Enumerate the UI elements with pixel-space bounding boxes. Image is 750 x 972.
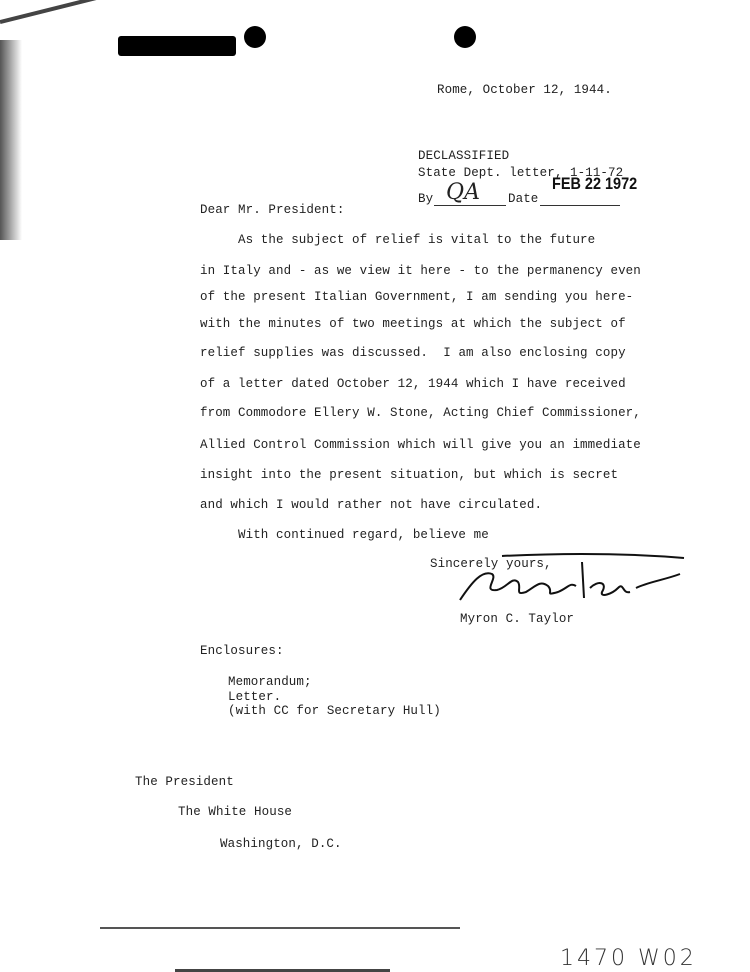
- handwritten-signature: [452, 552, 687, 612]
- enclosures-label: Enclosures:: [200, 644, 284, 658]
- enclosure-item: (with CC for Secretary Hull): [228, 704, 441, 718]
- file-mark: 1470 W02: [560, 946, 697, 971]
- page-edge-streak: [0, 0, 107, 24]
- complimentary-close: Sincerely yours,: [430, 557, 552, 571]
- body-line: relief supplies was discussed. I am also enclosing copy: [200, 346, 626, 360]
- closing-line: With continued regard, believe me: [238, 528, 489, 542]
- signer-name: Myron C. Taylor: [460, 612, 575, 626]
- salutation: Dear Mr. President:: [200, 203, 345, 217]
- body-line: insight into the present situation, but which is secret: [200, 468, 619, 482]
- declassified-by-initials: QA: [446, 180, 481, 205]
- body-line: Allied Control Commission which will give you an immediate: [200, 438, 641, 452]
- enclosure-item: Letter.: [228, 690, 282, 704]
- addressee-line: The President: [135, 775, 234, 789]
- addressee-line: The White House: [178, 805, 293, 819]
- declassification-stamp-date: FEB 22 1972: [552, 174, 638, 193]
- bottom-rule: [100, 927, 460, 929]
- page-edge-shadow: [0, 40, 22, 240]
- declassified-authority: State Dept. letter, 1-11-72: [418, 166, 624, 180]
- declassified-date-label: Date: [508, 192, 539, 206]
- punch-hole-right: [454, 26, 476, 48]
- by-line: [434, 205, 506, 206]
- body-line: and which I would rather not have circulated.: [200, 498, 543, 512]
- body-line: in Italy and - as we view it here - to the permanency even: [200, 264, 641, 278]
- punch-hole-left: [244, 26, 266, 48]
- redaction-bar: [118, 36, 236, 56]
- dateline: Rome, October 12, 1944.: [437, 83, 612, 97]
- body-line: of the present Italian Government, I am sending you here-: [200, 290, 634, 304]
- body-line: with the minutes of two meetings at which the subject of: [200, 317, 626, 331]
- body-line: of a letter dated October 12, 1944 which I have received: [200, 377, 626, 391]
- body-line: As the subject of relief is vital to the future: [238, 233, 596, 247]
- enclosure-item: Memorandum;: [228, 675, 312, 689]
- declassified-by-label: By: [418, 192, 434, 206]
- addressee-line: Washington, D.C.: [220, 837, 342, 851]
- date-line: [540, 205, 620, 206]
- body-line: from Commodore Ellery W. Stone, Acting Chief Commissioner,: [200, 406, 641, 420]
- declassified-heading: DECLASSIFIED: [418, 149, 510, 163]
